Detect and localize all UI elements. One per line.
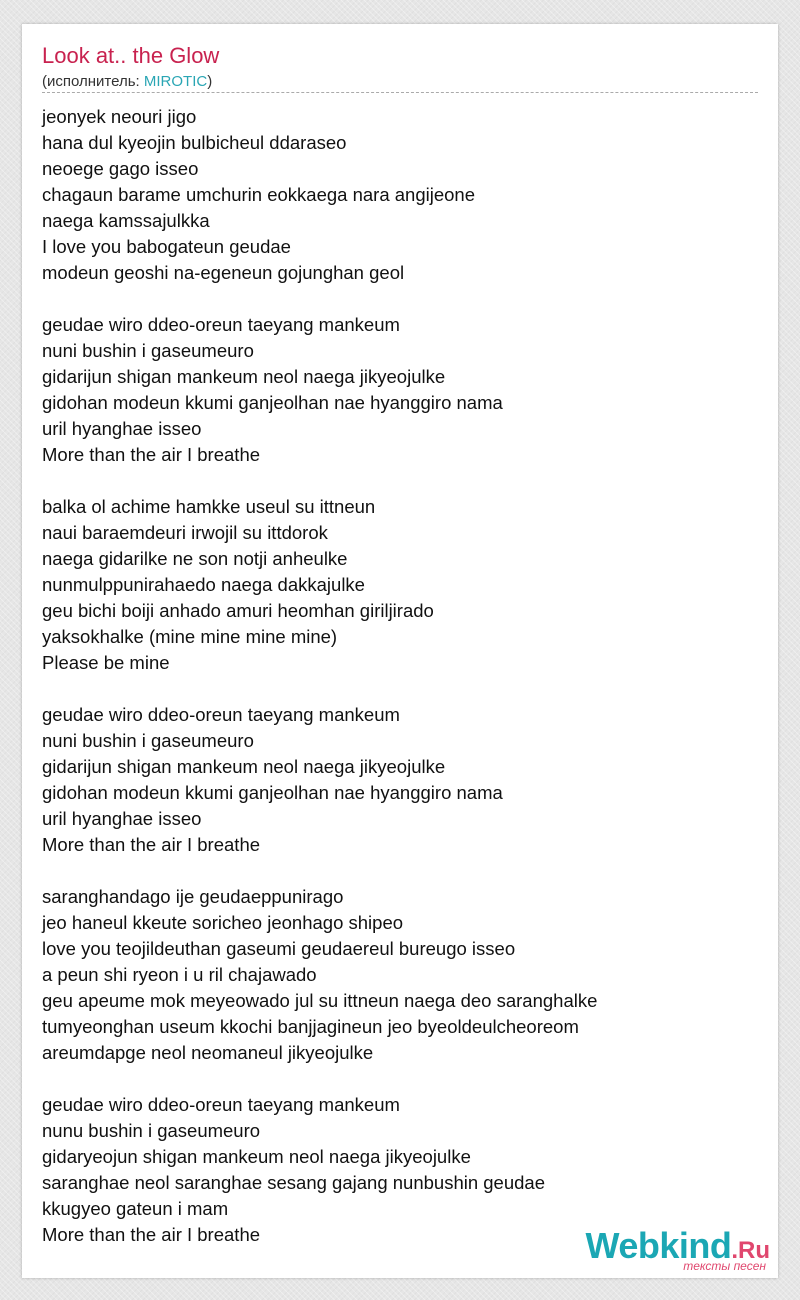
lyric-line: naui baraemdeuri irwojil su ittdorok	[42, 522, 328, 543]
lyric-line: nunu bushin i gaseumeuro	[42, 1120, 261, 1141]
lyric-line: Please be mine	[42, 652, 170, 673]
lyric-line: geu apeume mok meyeowado jul su ittneun naega deo saranghalke	[42, 990, 598, 1011]
lyrics-card	[22, 24, 778, 1278]
brand-tld: .Ru	[731, 1237, 770, 1264]
verse	[42, 702, 758, 858]
lyric-line: naega kamssajulkka	[42, 210, 210, 231]
lyric-line: saranghandago ije geudaeppunirago	[42, 886, 344, 907]
lyric-line: gidohan modeun kkumi ganjeolhan nae hyanggiro nama	[42, 392, 503, 413]
song-title: Look at.. the Glow	[42, 43, 220, 68]
verse	[42, 312, 758, 468]
verse	[42, 104, 758, 286]
lyric-line: gidarijun shigan mankeum neol naega jikyeojulke	[42, 756, 446, 777]
lyric-line: uril hyanghae isseo	[42, 418, 202, 439]
lyric-line: More than the air I breathe	[42, 444, 261, 465]
lyric-line: I love you babogateun geudae	[42, 236, 291, 257]
lyric-line: tumyeonghan useum kkochi banjjagineun jeo byeoldeulcheoreom	[42, 1016, 579, 1037]
site-logo[interactable]	[585, 1225, 770, 1273]
verse	[42, 884, 758, 1066]
lyric-line: gidaryeojun shigan mankeum neol naega jikyeojulke	[42, 1146, 471, 1167]
lyric-line: neoege gago isseo	[42, 158, 199, 179]
lyric-line: balka ol achime hamkke useul su ittneun	[42, 496, 376, 517]
lyric-line: geudae wiro ddeo-oreun taeyang mankeum	[42, 314, 400, 335]
lyric-line: love you teojildeuthan gaseumi geudaereul bureugo isseo	[42, 938, 516, 959]
brand-tagline: тексты песен	[683, 1259, 766, 1273]
lyric-line: a peun shi ryeon i u ril chajawado	[42, 964, 317, 985]
lyric-line: hana dul kyeojin bulbicheul ddaraseo	[42, 132, 347, 153]
brand-name: Webkind	[585, 1225, 732, 1266]
lyric-line: kkugyeo gateun i mam	[42, 1198, 229, 1219]
lyric-line: areumdapge neol neomaneul jikyeojulke	[42, 1042, 374, 1063]
artist-prefix: (исполнитель:	[42, 73, 144, 90]
lyric-line: modeun geoshi na-egeneun gojunghan geol	[42, 262, 405, 283]
lyric-line: More than the air I breathe	[42, 834, 261, 855]
title-divider	[42, 92, 758, 93]
lyric-line: geudae wiro ddeo-oreun taeyang mankeum	[42, 1094, 400, 1115]
lyric-line: geudae wiro ddeo-oreun taeyang mankeum	[42, 704, 400, 725]
lyric-line: gidarijun shigan mankeum neol naega jikyeojulke	[42, 366, 446, 387]
artist-line	[42, 72, 212, 92]
lyric-line: naega gidarilke ne son notji anheulke	[42, 548, 348, 569]
lyric-line: jeonyek neouri jigo	[42, 106, 197, 127]
lyric-line: nunmulppunirahaedo naega dakkajulke	[42, 574, 365, 595]
lyric-line: More than the air I breathe	[42, 1224, 261, 1245]
lyric-line: saranghae neol saranghae sesang gajang nunbushin geudae	[42, 1172, 546, 1193]
artist-link[interactable]: MIROTIC	[143, 73, 208, 90]
verse	[42, 494, 758, 676]
lyric-line: nuni bushin i gaseumeuro	[42, 340, 254, 361]
lyric-line: geu bichi boiji anhado amuri heomhan giriljirado	[42, 600, 434, 621]
lyrics-body	[42, 104, 758, 1274]
lyric-line: jeo haneul kkeute soricheo jeonhago shipeo	[42, 912, 404, 933]
lyric-line: chagaun barame umchurin eokkaega nara angijeone	[42, 184, 475, 205]
lyric-line: yaksokhalke (mine mine mine mine)	[42, 626, 338, 647]
artist-suffix: )	[207, 73, 213, 90]
lyric-line: gidohan modeun kkumi ganjeolhan nae hyanggiro nama	[42, 782, 503, 803]
lyric-line: nuni bushin i gaseumeuro	[42, 730, 254, 751]
lyric-line: uril hyanghae isseo	[42, 808, 202, 829]
